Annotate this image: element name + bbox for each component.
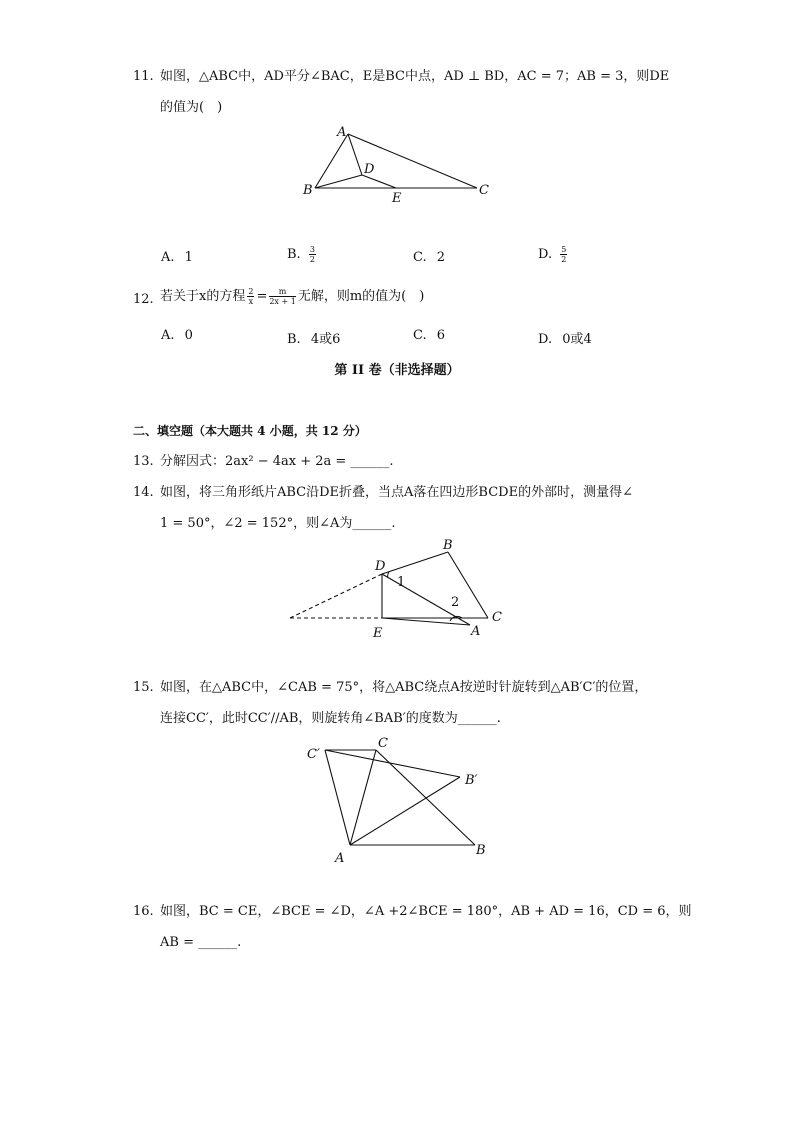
q12-fraction-1-num: 2 <box>248 287 254 296</box>
q12-text <box>160 286 424 308</box>
q16-text-line1: 如图，BC = CE，∠BCE = ∠D，∠A +2∠BCE = 180°，AB + AD = 16，CD = 6，则 <box>160 904 692 919</box>
q12-option-c-value: 6 <box>436 328 446 343</box>
q12-option-a-label: A. <box>161 328 175 343</box>
q12-option-c[interactable] <box>413 328 445 343</box>
q11-option-d-num: 5 <box>561 245 567 254</box>
q11-option-b-den: 2 <box>309 255 315 264</box>
q14-figure <box>280 535 520 645</box>
q12-fraction-2 <box>269 287 295 306</box>
q11-option-b-num: 3 <box>309 245 315 254</box>
q14-label-b: B <box>443 538 453 553</box>
q12-equals: = <box>256 289 268 304</box>
q15-number: 15. <box>133 680 154 695</box>
q15-figure <box>300 730 500 870</box>
q15-text-line2: 连接CC′，此时CC′//AB，则旋转角∠BAB′的度数为______. <box>160 711 501 726</box>
q14-label-e: E <box>373 626 383 641</box>
q11-text-line2: 的值为( ) <box>160 100 223 115</box>
part2-title: 第 II 卷（非选择题） <box>334 363 460 378</box>
q11-figure <box>295 120 505 210</box>
q12-fraction-1-den: x <box>248 297 254 306</box>
q16-number: 16. <box>133 904 154 919</box>
q11-option-c-value: 2 <box>436 250 446 265</box>
q14-text-line2: 1 = 50°，∠2 = 152°，则∠A为______. <box>160 516 396 531</box>
q12-option-b-label: B. <box>287 332 301 347</box>
q11-label-d: D <box>364 162 375 177</box>
q11-option-d-label: D. <box>538 247 553 262</box>
q11-label-b: B <box>303 183 313 198</box>
q11-option-c[interactable] <box>413 250 445 265</box>
q12-fraction-2-den: 2x + 1 <box>269 297 296 306</box>
q15-text-line1: 如图，在△ABC中，∠CAB = 75°，将△ABC绕点A按逆时针旋转到△AB′C′的位置， <box>160 680 648 695</box>
q13-number: 13. <box>133 454 154 469</box>
q12-option-c-label: C. <box>413 328 427 343</box>
q11-option-d[interactable] <box>538 245 569 264</box>
q12-option-a-value: 0 <box>184 328 193 343</box>
q12-option-a[interactable] <box>161 328 193 343</box>
q15-label-b: B <box>476 843 486 858</box>
q15-label-a: A <box>335 851 345 866</box>
q11-label-e: E <box>392 191 402 206</box>
q11-option-d-den: 2 <box>561 255 567 264</box>
q14-text-line1: 如图，将三角形纸片ABC沿DE折叠，当点A落在四边形BCDE的外部时，测量得∠ <box>160 485 633 500</box>
q12-option-d-value: 0或4 <box>562 332 592 347</box>
section2-heading: 二、填空题（本大题共 4 小题，共 12 分） <box>133 424 367 438</box>
q13-text: 分解因式：2ax² − 4ax + 2a = ______. <box>160 454 394 469</box>
q12-number: 12. <box>133 292 154 307</box>
q11-option-a[interactable] <box>161 250 193 265</box>
q14-label-c: C <box>492 610 502 625</box>
q11-text-line1: 如图，△ABC中，AD平分∠BAC，E是BC中点，AD ⊥ BD，AC = 7；AB = 3，则DE <box>160 69 670 84</box>
q15-label-b-prime: B′ <box>465 773 478 788</box>
q14-label-angle1: 1 <box>397 575 406 590</box>
q11-option-b-label: B. <box>287 247 301 262</box>
q15-label-c: C <box>378 736 388 751</box>
q12-option-d-label: D. <box>538 332 553 347</box>
q14-label-d: D <box>375 559 386 574</box>
q11-option-a-label: A. <box>161 250 175 265</box>
q11-label-a: A <box>337 125 347 140</box>
q12-option-b[interactable] <box>287 328 340 347</box>
q12-option-b-value: 4或6 <box>310 332 341 347</box>
q12-text-pre: 若关于x的方程 <box>160 289 246 304</box>
q11-option-d-fraction <box>560 245 567 264</box>
q11-option-c-label: C. <box>413 250 427 265</box>
q11-option-b-fraction <box>309 245 316 264</box>
q12-fraction-2-num: m <box>269 287 295 297</box>
q14-label-a: A <box>471 624 481 639</box>
q14-number: 14. <box>133 485 154 500</box>
q12-text-post: 无解，则m的值为( ) <box>297 289 425 304</box>
q12-fraction-1 <box>247 287 254 306</box>
q14-label-angle2: 2 <box>451 595 460 610</box>
q11-option-a-value: 1 <box>184 250 193 265</box>
q16-text-line2: AB = ______. <box>160 935 242 950</box>
q11-option-b[interactable] <box>287 245 318 264</box>
q12-option-d[interactable] <box>538 328 592 347</box>
q15-label-c-prime: C′ <box>307 747 320 762</box>
q11-number: 11. <box>133 69 154 84</box>
q11-label-c: C <box>479 183 489 198</box>
